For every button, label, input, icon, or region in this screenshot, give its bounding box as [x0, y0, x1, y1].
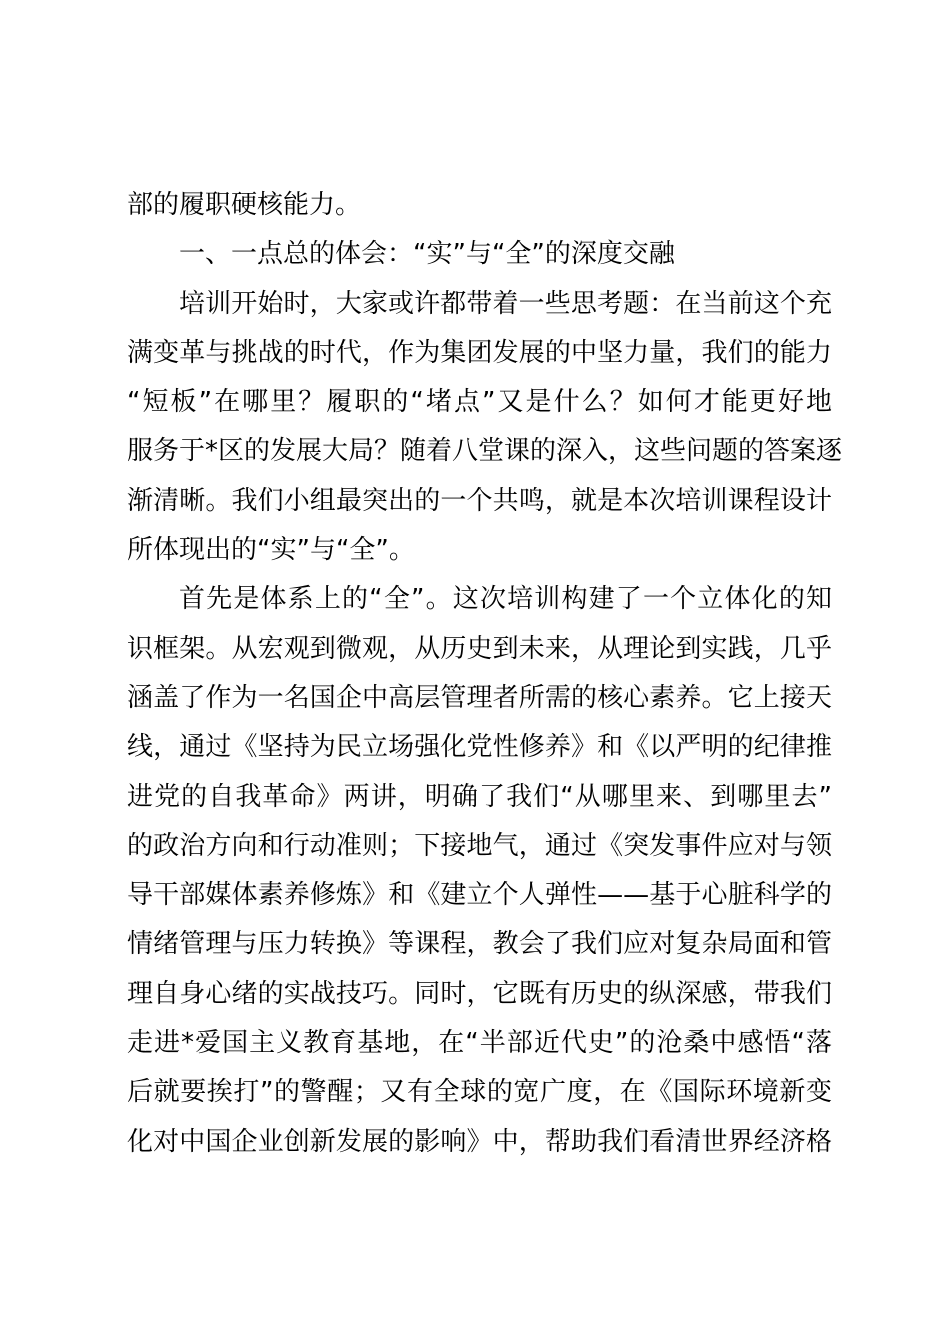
paragraph-line: 走进*爱国主义教育基地，在“半部近代史”的沧桑中感悟“落	[127, 1028, 832, 1059]
paragraph-line: 理自身心绪的实战技巧。同时，它既有历史的纵深感，带我们	[127, 978, 832, 1009]
paragraph-line: 线，通过《坚持为民立场强化党性修养》和《以严明的纪律推	[127, 732, 832, 763]
paragraph-line: 导干部媒体素养修炼》和《建立个人弹性——基于心脏科学的	[127, 880, 832, 911]
paragraph-line: 服务于*区的发展大局？随着八堂课的深入，这些问题的答案逐	[127, 436, 843, 467]
paragraph-line: “短板”在哪里？履职的“堵点”又是什么？如何才能更好地	[127, 387, 832, 418]
section-heading: 一、一点总的体会：“实”与“全”的深度交融	[179, 239, 675, 270]
paragraph-line: 部的履职硬核能力。	[127, 190, 362, 220]
paragraph-line: 化对中国企业创新发展的影响》中，帮助我们看清世界经济格	[127, 1126, 832, 1157]
paragraph-line: 满变革与挑战的时代，作为集团发展的中坚力量，我们的能力	[127, 337, 832, 368]
body-text	[127, 181, 843, 1167]
paragraph-line: 所体现出的“实”与“全”。	[127, 535, 415, 566]
paragraph-line: 的政治方向和行动准则；下接地气，通过《突发事件应对与领	[127, 830, 832, 861]
paragraph-line: 渐清晰。我们小组最突出的一个共鸣，就是本次培训课程设计	[127, 485, 832, 516]
paragraph-line: 后就要挨打”的警醒；又有全球的宽广度，在《国际环境新变	[127, 1077, 832, 1108]
paragraph-line: 涵盖了作为一名国企中高层管理者所需的核心素养。它上接天	[127, 682, 832, 713]
paragraph-line: 首先是体系上的“全”。这次培训构建了一个立体化的知	[179, 584, 832, 615]
paragraph-line: 进党的自我革命》两讲，明确了我们“从哪里来、到哪里去”	[127, 781, 832, 812]
paragraph-line: 情绪管理与压力转换》等课程，教会了我们应对复杂局面和管	[127, 929, 832, 960]
paragraph-line: 培训开始时，大家或许都带着一些思考题：在当前这个充	[179, 288, 832, 319]
paragraph-line: 识框架。从宏观到微观，从历史到未来，从理论到实践，几乎	[127, 633, 832, 664]
